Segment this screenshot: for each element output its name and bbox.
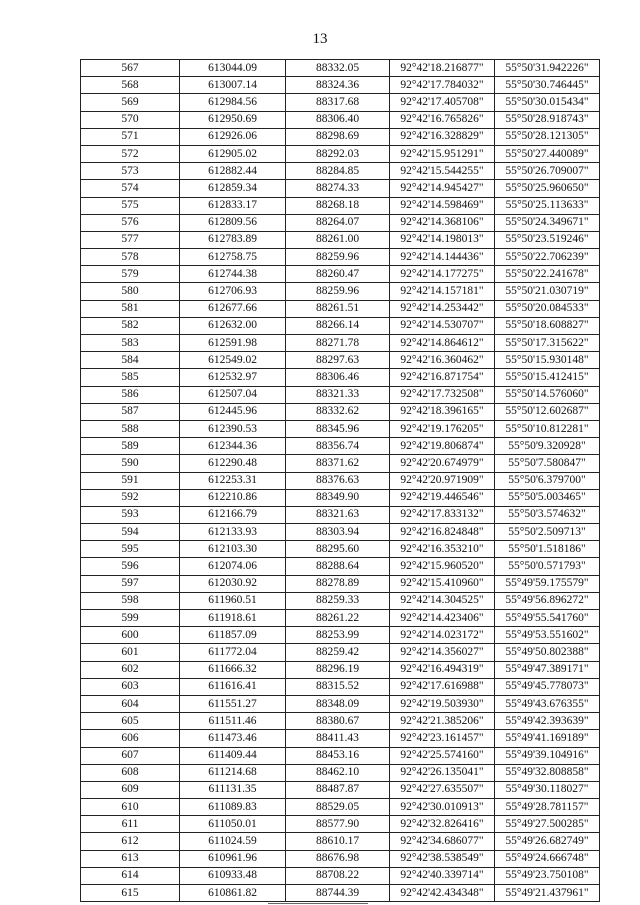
- x-coordinate-cell: 611131.35: [180, 781, 286, 798]
- latitude-cell: 55°50'0.571793": [495, 558, 600, 575]
- longitude-cell: 92°42'15.951291": [390, 145, 495, 162]
- x-coordinate-cell: 612882.44: [180, 163, 286, 180]
- y-coordinate-cell: 88288.64: [286, 558, 390, 575]
- table-row: [81, 94, 600, 111]
- x-coordinate-cell: 612507.04: [180, 386, 286, 403]
- x-coordinate-cell: 611050.01: [180, 816, 286, 833]
- x-coordinate-cell: 612677.66: [180, 300, 286, 317]
- longitude-cell: 92°42'26.135041": [390, 764, 495, 781]
- latitude-cell: 55°50'24.349671": [495, 214, 600, 231]
- x-coordinate-cell: 611089.83: [180, 799, 286, 816]
- point-number-cell: 581: [81, 300, 180, 317]
- table-row: [81, 610, 600, 627]
- longitude-cell: 92°42'17.616988": [390, 678, 495, 695]
- x-coordinate-cell: 612074.06: [180, 558, 286, 575]
- longitude-cell: 92°42'42.434348": [390, 885, 495, 902]
- point-number-cell: 578: [81, 249, 180, 266]
- point-number-cell: 614: [81, 867, 180, 884]
- table-row: [81, 627, 600, 644]
- latitude-cell: 55°49'24.666748": [495, 850, 600, 867]
- latitude-cell: 55°50'26.709007": [495, 163, 600, 180]
- y-coordinate-cell: 88462.10: [286, 764, 390, 781]
- point-number-cell: 579: [81, 266, 180, 283]
- latitude-cell: 55°50'30.746445": [495, 77, 600, 94]
- y-coordinate-cell: 88261.22: [286, 610, 390, 627]
- latitude-cell: 55°50'22.706239": [495, 249, 600, 266]
- longitude-cell: 92°42'14.368106": [390, 214, 495, 231]
- point-number-cell: 573: [81, 163, 180, 180]
- y-coordinate-cell: 88259.96: [286, 283, 390, 300]
- table-row: [81, 77, 600, 94]
- latitude-cell: 55°50'1.518186": [495, 541, 600, 558]
- y-coordinate-cell: 88261.51: [286, 300, 390, 317]
- longitude-cell: 92°42'14.177275": [390, 266, 495, 283]
- y-coordinate-cell: 88296.19: [286, 661, 390, 678]
- point-number-cell: 586: [81, 386, 180, 403]
- point-number-cell: 608: [81, 764, 180, 781]
- point-number-cell: 580: [81, 283, 180, 300]
- y-coordinate-cell: 88271.78: [286, 335, 390, 352]
- latitude-cell: 55°50'2.509713": [495, 524, 600, 541]
- longitude-cell: 92°42'23.161457": [390, 730, 495, 747]
- x-coordinate-cell: 611214.68: [180, 764, 286, 781]
- longitude-cell: 92°42'40.339714": [390, 867, 495, 884]
- x-coordinate-cell: 612445.96: [180, 403, 286, 420]
- y-coordinate-cell: 88297.63: [286, 352, 390, 369]
- y-coordinate-cell: 88266.14: [286, 317, 390, 334]
- point-number-cell: 570: [81, 111, 180, 128]
- x-coordinate-cell: 612030.92: [180, 575, 286, 592]
- table-row: [81, 145, 600, 162]
- x-coordinate-cell: 612532.97: [180, 369, 286, 386]
- x-coordinate-cell: 612344.36: [180, 438, 286, 455]
- latitude-cell: 55°49'30.118027": [495, 781, 600, 798]
- y-coordinate-cell: 88284.85: [286, 163, 390, 180]
- x-coordinate-cell: 613007.14: [180, 77, 286, 94]
- longitude-cell: 92°42'14.144436": [390, 249, 495, 266]
- latitude-cell: 55°50'14.576060": [495, 386, 600, 403]
- table-row: [81, 781, 600, 798]
- latitude-cell: 55°50'10.812281": [495, 420, 600, 437]
- y-coordinate-cell: 88411.43: [286, 730, 390, 747]
- table-row: [81, 799, 600, 816]
- longitude-cell: 92°42'19.446546": [390, 489, 495, 506]
- table-row: [81, 472, 600, 489]
- point-number-cell: 585: [81, 369, 180, 386]
- table-row: [81, 300, 600, 317]
- longitude-cell: 92°42'14.423406": [390, 610, 495, 627]
- latitude-cell: 55°50'21.030719": [495, 283, 600, 300]
- table-row: [81, 60, 600, 77]
- point-number-cell: 613: [81, 850, 180, 867]
- y-coordinate-cell: 88453.16: [286, 747, 390, 764]
- longitude-cell: 92°42'14.304525": [390, 592, 495, 609]
- point-number-cell: 597: [81, 575, 180, 592]
- point-number-cell: 582: [81, 317, 180, 334]
- longitude-cell: 92°42'18.396165": [390, 403, 495, 420]
- point-number-cell: 596: [81, 558, 180, 575]
- x-coordinate-cell: 612950.69: [180, 111, 286, 128]
- table-row: [81, 575, 600, 592]
- longitude-cell: 92°42'20.674979": [390, 455, 495, 472]
- longitude-cell: 92°42'16.765826": [390, 111, 495, 128]
- coordinates-table: [80, 59, 600, 902]
- table-row: [81, 713, 600, 730]
- point-number-cell: 591: [81, 472, 180, 489]
- point-number-cell: 606: [81, 730, 180, 747]
- x-coordinate-cell: 611024.59: [180, 833, 286, 850]
- longitude-cell: 92°42'15.544255": [390, 163, 495, 180]
- longitude-cell: 92°42'17.732508": [390, 386, 495, 403]
- point-number-cell: 612: [81, 833, 180, 850]
- latitude-cell: 55°50'20.084533": [495, 300, 600, 317]
- x-coordinate-cell: 612926.06: [180, 128, 286, 145]
- table-row: [81, 403, 600, 420]
- point-number-cell: 576: [81, 214, 180, 231]
- point-number-cell: 571: [81, 128, 180, 145]
- point-number-cell: 587: [81, 403, 180, 420]
- y-coordinate-cell: 88324.36: [286, 77, 390, 94]
- longitude-cell: 92°42'14.356027": [390, 644, 495, 661]
- x-coordinate-cell: 610933.48: [180, 867, 286, 884]
- longitude-cell: 92°42'14.253442": [390, 300, 495, 317]
- x-coordinate-cell: 611666.32: [180, 661, 286, 678]
- y-coordinate-cell: 88315.52: [286, 678, 390, 695]
- table-row: [81, 695, 600, 712]
- bottom-rule: [268, 903, 368, 904]
- x-coordinate-cell: 612706.93: [180, 283, 286, 300]
- x-coordinate-cell: 611960.51: [180, 592, 286, 609]
- table-row: [81, 661, 600, 678]
- point-number-cell: 583: [81, 335, 180, 352]
- table-row: [81, 317, 600, 334]
- x-coordinate-cell: 610861.82: [180, 885, 286, 902]
- table-row: [81, 747, 600, 764]
- longitude-cell: 92°42'27.635507": [390, 781, 495, 798]
- y-coordinate-cell: 88371.62: [286, 455, 390, 472]
- table-row: [81, 885, 600, 902]
- longitude-cell: 92°42'14.864612": [390, 335, 495, 352]
- latitude-cell: 55°50'9.320928": [495, 438, 600, 455]
- x-coordinate-cell: 611473.46: [180, 730, 286, 747]
- x-coordinate-cell: 612591.98: [180, 335, 286, 352]
- point-number-cell: 590: [81, 455, 180, 472]
- table-row: [81, 420, 600, 437]
- y-coordinate-cell: 88529.05: [286, 799, 390, 816]
- table-row: [81, 850, 600, 867]
- x-coordinate-cell: 611918.61: [180, 610, 286, 627]
- table-row: [81, 369, 600, 386]
- table-row: [81, 197, 600, 214]
- x-coordinate-cell: 612253.31: [180, 472, 286, 489]
- x-coordinate-cell: 611409.44: [180, 747, 286, 764]
- latitude-cell: 55°49'43.676355": [495, 695, 600, 712]
- table-row: [81, 455, 600, 472]
- latitude-cell: 55°50'23.519246": [495, 231, 600, 248]
- y-coordinate-cell: 88744.39: [286, 885, 390, 902]
- latitude-cell: 55°50'22.241678": [495, 266, 600, 283]
- y-coordinate-cell: 88321.33: [286, 386, 390, 403]
- table-row: [81, 833, 600, 850]
- y-coordinate-cell: 88332.05: [286, 60, 390, 77]
- y-coordinate-cell: 88278.89: [286, 575, 390, 592]
- latitude-cell: 55°50'15.930148": [495, 352, 600, 369]
- page-number: 13: [312, 31, 328, 47]
- point-number-cell: 567: [81, 60, 180, 77]
- point-number-cell: 598: [81, 592, 180, 609]
- x-coordinate-cell: 612103.30: [180, 541, 286, 558]
- latitude-cell: 55°49'47.389171": [495, 661, 600, 678]
- latitude-cell: 55°50'28.121305": [495, 128, 600, 145]
- table-row: [81, 386, 600, 403]
- table-row: [81, 249, 600, 266]
- latitude-cell: 55°50'6.379700": [495, 472, 600, 489]
- x-coordinate-cell: 611551.27: [180, 695, 286, 712]
- longitude-cell: 92°42'32.826416": [390, 816, 495, 833]
- latitude-cell: 55°49'56.896272": [495, 592, 600, 609]
- latitude-cell: 55°49'42.393639": [495, 713, 600, 730]
- y-coordinate-cell: 88259.96: [286, 249, 390, 266]
- x-coordinate-cell: 612758.75: [180, 249, 286, 266]
- point-number-cell: 609: [81, 781, 180, 798]
- y-coordinate-cell: 88306.46: [286, 369, 390, 386]
- x-coordinate-cell: 612390.53: [180, 420, 286, 437]
- table-row: [81, 231, 600, 248]
- longitude-cell: 92°42'19.806874": [390, 438, 495, 455]
- point-number-cell: 600: [81, 627, 180, 644]
- y-coordinate-cell: 88253.99: [286, 627, 390, 644]
- x-coordinate-cell: 610961.96: [180, 850, 286, 867]
- x-coordinate-cell: 612166.79: [180, 506, 286, 523]
- x-coordinate-cell: 612809.56: [180, 214, 286, 231]
- point-number-cell: 595: [81, 541, 180, 558]
- table-row: [81, 592, 600, 609]
- latitude-cell: 55°49'26.682749": [495, 833, 600, 850]
- point-number-cell: 577: [81, 231, 180, 248]
- y-coordinate-cell: 88298.69: [286, 128, 390, 145]
- latitude-cell: 55°50'12.602687": [495, 403, 600, 420]
- longitude-cell: 92°42'16.328829": [390, 128, 495, 145]
- longitude-cell: 92°42'14.157181": [390, 283, 495, 300]
- y-coordinate-cell: 88345.96: [286, 420, 390, 437]
- point-number-cell: 589: [81, 438, 180, 455]
- coordinates-table-body: [81, 60, 600, 902]
- point-number-cell: 594: [81, 524, 180, 541]
- y-coordinate-cell: 88676.98: [286, 850, 390, 867]
- point-number-cell: 602: [81, 661, 180, 678]
- y-coordinate-cell: 88306.40: [286, 111, 390, 128]
- longitude-cell: 92°42'15.960520": [390, 558, 495, 575]
- latitude-cell: 55°50'28.918743": [495, 111, 600, 128]
- table-row: [81, 352, 600, 369]
- latitude-cell: 55°49'32.808858": [495, 764, 600, 781]
- table-row: [81, 180, 600, 197]
- y-coordinate-cell: 88317.68: [286, 94, 390, 111]
- y-coordinate-cell: 88259.42: [286, 644, 390, 661]
- table-row: [81, 678, 600, 695]
- table-row: [81, 558, 600, 575]
- latitude-cell: 55°49'59.175579": [495, 575, 600, 592]
- point-number-cell: 615: [81, 885, 180, 902]
- latitude-cell: 55°49'28.781157": [495, 799, 600, 816]
- y-coordinate-cell: 88577.90: [286, 816, 390, 833]
- latitude-cell: 55°49'53.551602": [495, 627, 600, 644]
- y-coordinate-cell: 88274.33: [286, 180, 390, 197]
- y-coordinate-cell: 88303.94: [286, 524, 390, 541]
- y-coordinate-cell: 88376.63: [286, 472, 390, 489]
- latitude-cell: 55°49'45.778073": [495, 678, 600, 695]
- point-number-cell: 611: [81, 816, 180, 833]
- longitude-cell: 92°42'14.023172": [390, 627, 495, 644]
- latitude-cell: 55°50'27.440089": [495, 145, 600, 162]
- y-coordinate-cell: 88349.90: [286, 489, 390, 506]
- y-coordinate-cell: 88487.87: [286, 781, 390, 798]
- x-coordinate-cell: 611511.46: [180, 713, 286, 730]
- point-number-cell: 568: [81, 77, 180, 94]
- table-row: [81, 214, 600, 231]
- longitude-cell: 92°42'18.216877": [390, 60, 495, 77]
- longitude-cell: 92°42'19.503930": [390, 695, 495, 712]
- latitude-cell: 55°50'25.113633": [495, 197, 600, 214]
- y-coordinate-cell: 88380.67: [286, 713, 390, 730]
- table-row: [81, 283, 600, 300]
- y-coordinate-cell: 88321.63: [286, 506, 390, 523]
- latitude-cell: 55°50'31.942226": [495, 60, 600, 77]
- table-row: [81, 506, 600, 523]
- x-coordinate-cell: 613044.09: [180, 60, 286, 77]
- latitude-cell: 55°49'23.750108": [495, 867, 600, 884]
- latitude-cell: 55°49'50.802388": [495, 644, 600, 661]
- latitude-cell: 55°50'3.574632": [495, 506, 600, 523]
- point-number-cell: 575: [81, 197, 180, 214]
- longitude-cell: 92°42'16.353210": [390, 541, 495, 558]
- longitude-cell: 92°42'16.871754": [390, 369, 495, 386]
- x-coordinate-cell: 612744.38: [180, 266, 286, 283]
- x-coordinate-cell: 612833.17: [180, 197, 286, 214]
- x-coordinate-cell: 612632.00: [180, 317, 286, 334]
- y-coordinate-cell: 88708.22: [286, 867, 390, 884]
- x-coordinate-cell: 612859.34: [180, 180, 286, 197]
- latitude-cell: 55°50'15.412415": [495, 369, 600, 386]
- y-coordinate-cell: 88264.07: [286, 214, 390, 231]
- x-coordinate-cell: 612290.48: [180, 455, 286, 472]
- table-row: [81, 730, 600, 747]
- table-row: [81, 489, 600, 506]
- point-number-cell: 588: [81, 420, 180, 437]
- latitude-cell: 55°50'25.960650": [495, 180, 600, 197]
- y-coordinate-cell: 88348.09: [286, 695, 390, 712]
- longitude-cell: 92°42'14.530707": [390, 317, 495, 334]
- longitude-cell: 92°42'14.198013": [390, 231, 495, 248]
- point-number-cell: 572: [81, 145, 180, 162]
- latitude-cell: 55°49'55.541760": [495, 610, 600, 627]
- x-coordinate-cell: 612549.02: [180, 352, 286, 369]
- y-coordinate-cell: 88610.17: [286, 833, 390, 850]
- longitude-cell: 92°42'30.010913": [390, 799, 495, 816]
- y-coordinate-cell: 88268.18: [286, 197, 390, 214]
- longitude-cell: 92°42'17.405708": [390, 94, 495, 111]
- point-number-cell: 599: [81, 610, 180, 627]
- point-number-cell: 574: [81, 180, 180, 197]
- x-coordinate-cell: 612984.56: [180, 94, 286, 111]
- point-number-cell: 607: [81, 747, 180, 764]
- latitude-cell: 55°50'17.315622": [495, 335, 600, 352]
- longitude-cell: 92°42'14.945427": [390, 180, 495, 197]
- longitude-cell: 92°42'17.784032": [390, 77, 495, 94]
- table-row: [81, 128, 600, 145]
- longitude-cell: 92°42'14.598469": [390, 197, 495, 214]
- y-coordinate-cell: 88356.74: [286, 438, 390, 455]
- x-coordinate-cell: 612210.86: [180, 489, 286, 506]
- y-coordinate-cell: 88259.33: [286, 592, 390, 609]
- longitude-cell: 92°42'16.494319": [390, 661, 495, 678]
- x-coordinate-cell: 612133.93: [180, 524, 286, 541]
- longitude-cell: 92°42'17.833132": [390, 506, 495, 523]
- y-coordinate-cell: 88260.47: [286, 266, 390, 283]
- x-coordinate-cell: 611857.09: [180, 627, 286, 644]
- table-row: [81, 816, 600, 833]
- y-coordinate-cell: 88295.60: [286, 541, 390, 558]
- longitude-cell: 92°42'19.176205": [390, 420, 495, 437]
- point-number-cell: 592: [81, 489, 180, 506]
- x-coordinate-cell: 611616.41: [180, 678, 286, 695]
- longitude-cell: 92°42'15.410960": [390, 575, 495, 592]
- point-number-cell: 603: [81, 678, 180, 695]
- point-number-cell: 601: [81, 644, 180, 661]
- y-coordinate-cell: 88332.62: [286, 403, 390, 420]
- table-row: [81, 867, 600, 884]
- latitude-cell: 55°50'7.580847": [495, 455, 600, 472]
- point-number-cell: 569: [81, 94, 180, 111]
- point-number-cell: 605: [81, 713, 180, 730]
- point-number-cell: 604: [81, 695, 180, 712]
- y-coordinate-cell: 88261.00: [286, 231, 390, 248]
- x-coordinate-cell: 612905.02: [180, 145, 286, 162]
- longitude-cell: 92°42'25.574160": [390, 747, 495, 764]
- latitude-cell: 55°50'30.015434": [495, 94, 600, 111]
- latitude-cell: 55°50'18.608827": [495, 317, 600, 334]
- table-row: [81, 541, 600, 558]
- table-row: [81, 335, 600, 352]
- longitude-cell: 92°42'21.385206": [390, 713, 495, 730]
- latitude-cell: 55°49'21.437961": [495, 885, 600, 902]
- point-number-cell: 593: [81, 506, 180, 523]
- point-number-cell: 584: [81, 352, 180, 369]
- table-row: [81, 644, 600, 661]
- x-coordinate-cell: 611772.04: [180, 644, 286, 661]
- point-number-cell: 610: [81, 799, 180, 816]
- longitude-cell: 92°42'34.686077": [390, 833, 495, 850]
- longitude-cell: 92°42'16.360462": [390, 352, 495, 369]
- x-coordinate-cell: 612783.89: [180, 231, 286, 248]
- table-row: [81, 524, 600, 541]
- longitude-cell: 92°42'20.971909": [390, 472, 495, 489]
- latitude-cell: 55°49'39.104916": [495, 747, 600, 764]
- y-coordinate-cell: 88292.03: [286, 145, 390, 162]
- table-row: [81, 266, 600, 283]
- latitude-cell: 55°49'41.169189": [495, 730, 600, 747]
- latitude-cell: 55°50'5.003465": [495, 489, 600, 506]
- table-row: [81, 163, 600, 180]
- longitude-cell: 92°42'38.538549": [390, 850, 495, 867]
- table-row: [81, 764, 600, 781]
- latitude-cell: 55°49'27.500285": [495, 816, 600, 833]
- table-row: [81, 111, 600, 128]
- table-row: [81, 438, 600, 455]
- longitude-cell: 92°42'16.824848": [390, 524, 495, 541]
